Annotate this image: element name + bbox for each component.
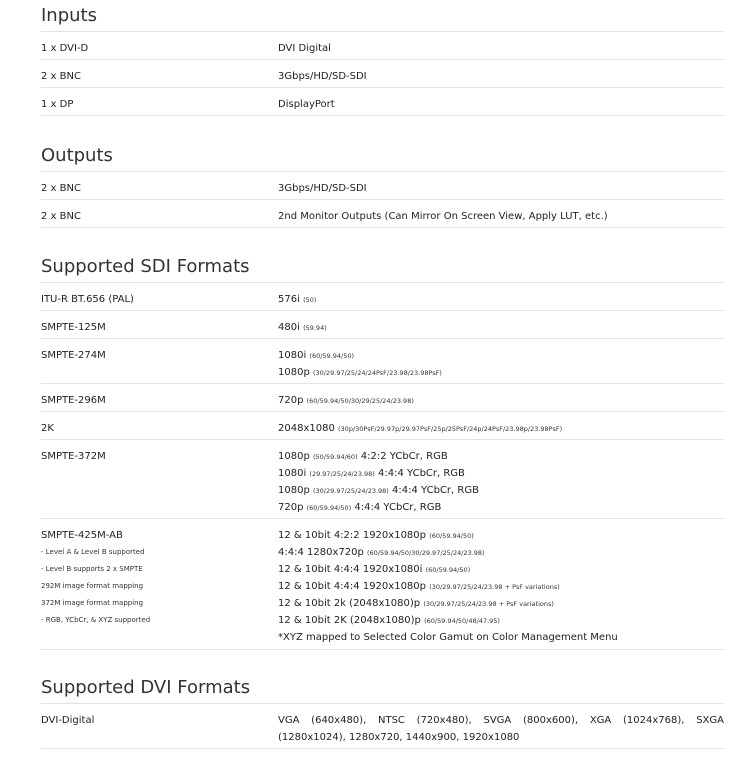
- row-value: [278, 347, 724, 381]
- inputs-heading: Inputs: [41, 4, 724, 32]
- format-line: [278, 561, 724, 578]
- format-rates: (30/29.97/25/24/23.98 + PsF variations): [429, 583, 560, 591]
- row-label: ITU-R BT.656 (PAL): [41, 294, 134, 305]
- format-rates: (60/59.94/50): [309, 352, 355, 360]
- table-row: [41, 339, 724, 384]
- row-note: - Level A & Level B supported: [41, 548, 145, 556]
- format-sampling: 4:2:2 YCbCr, RGB: [360, 451, 448, 462]
- format-sampling: 4:4:4 YCbCr, RGB: [378, 468, 465, 479]
- row-label: [41, 527, 271, 629]
- table-row: [41, 172, 724, 200]
- format-main: 12 & 10bit 4:4:4 1920x1080p: [278, 581, 426, 592]
- row-value: DisplayPort: [278, 99, 335, 110]
- table-row: [41, 283, 724, 311]
- format-main: 12 & 10bit 2K (2048x1080)p: [278, 615, 421, 626]
- format-line: [278, 499, 724, 516]
- format-main: 12 & 10bit 4:4:4 1920x1080i: [278, 564, 423, 575]
- row-value: DVI Digital: [278, 43, 331, 54]
- format-rates: (60/59.94/50): [429, 532, 474, 540]
- sdi-formats-section: [41, 255, 724, 650]
- format-main: 12 & 10bit 4:2:2 1920x1080p: [278, 530, 426, 541]
- format-rates: (60/59.94/50): [306, 504, 352, 512]
- row-value: 3Gbps/HD/SD-SDI: [278, 183, 367, 194]
- format-rates: (30p/30PsF/29.97p/29.97PsF/25p/25PsF/24p/24PsF/23.98p/23.98PsF): [338, 425, 563, 433]
- format-main: 2048x1080: [278, 423, 335, 434]
- format-rates: (60/59.94/50/30/29/25/24/23.98): [306, 397, 414, 405]
- format-main: 720p: [278, 502, 304, 513]
- format-main: 1080i: [278, 468, 307, 479]
- table-row: [41, 412, 724, 440]
- format-main: 480i: [278, 322, 300, 333]
- row-note: 372M image format mapping: [41, 599, 144, 607]
- format-sampling: 4:4:4 YCbCr, RGB: [392, 485, 479, 496]
- row-value: [278, 420, 724, 438]
- table-row: [41, 704, 724, 749]
- row-note: - Level B supports 2 x SMPTE: [41, 565, 143, 573]
- inputs-section: [41, 4, 724, 116]
- format-main: 720p: [278, 395, 304, 406]
- row-value: [278, 392, 724, 410]
- format-main: 1080p: [278, 485, 310, 496]
- table-row: [41, 440, 724, 519]
- table-row: [41, 519, 724, 650]
- outputs-heading: Outputs: [41, 144, 724, 172]
- outputs-section: [41, 144, 724, 228]
- dvi-formats-heading: Supported DVI Formats: [41, 676, 724, 704]
- row-label: 2 x BNC: [41, 71, 81, 82]
- row-label: 2 x BNC: [41, 183, 81, 194]
- row-label: SMPTE-372M: [41, 451, 106, 462]
- sdi-formats-heading: Supported SDI Formats: [41, 255, 724, 283]
- format-main: 1080p: [278, 367, 310, 378]
- row-value: 2nd Monitor Outputs (Can Mirror On Screen View, Apply LUT, etc.): [278, 211, 608, 222]
- table-row: [41, 200, 724, 228]
- format-line: [278, 527, 724, 544]
- format-rates: (30/29.97/25/24/24PsF/23.98/23.98PsF): [312, 369, 442, 377]
- table-row: [41, 384, 724, 412]
- table-row: [41, 32, 724, 60]
- table-row: [41, 60, 724, 88]
- format-sampling: 4:4:4 YCbCr, RGB: [354, 502, 442, 513]
- row-label: SMPTE-125M: [41, 322, 106, 333]
- row-value: 3Gbps/HD/SD-SDI: [278, 71, 367, 82]
- format-rates: (50/59.94/60): [312, 453, 358, 461]
- format-rates: (30/29.97/25/24/23.98 + PsF variations): [423, 600, 554, 608]
- row-label: SMPTE-274M: [41, 350, 106, 361]
- row-label: 2K: [41, 423, 54, 434]
- format-main: 1080p: [278, 451, 310, 462]
- format-rates: (60/59.94/50/48/47.95): [424, 617, 500, 625]
- row-label: 1 x DVI-D: [41, 43, 89, 54]
- format-note: *XYZ mapped to Selected Color Gamut on Color Management Menu: [278, 632, 618, 643]
- row-value: [278, 448, 724, 516]
- row-label: DVI-Digital: [41, 715, 95, 726]
- format-line: [278, 364, 724, 381]
- format-line: [278, 448, 724, 465]
- format-rates: (50): [303, 296, 317, 304]
- format-rates: (30/29.97/25/24/23.98): [312, 487, 389, 495]
- row-value: [278, 527, 724, 646]
- format-main: 4:4:4 1280x720p: [278, 547, 364, 558]
- format-main: 576i: [278, 294, 300, 305]
- format-main: 12 & 10bit 2k (2048x1080)p: [278, 598, 421, 609]
- row-label: 2 x BNC: [41, 211, 81, 222]
- format-line: [278, 482, 724, 499]
- format-rates: (59.94): [303, 324, 327, 332]
- format-rates: (60/59.94/50): [425, 566, 471, 574]
- row-label: 1 x DP: [41, 99, 74, 110]
- row-label-title: SMPTE-425M-AB: [41, 530, 123, 541]
- row-note: - RGB, YCbCr, & XYZ supported: [41, 616, 151, 624]
- table-row: [41, 88, 724, 116]
- format-line: [278, 465, 724, 482]
- format-line: [278, 347, 724, 364]
- row-value: [278, 291, 724, 309]
- row-note: 292M image format mapping: [41, 582, 144, 590]
- row-label: SMPTE-296M: [41, 395, 106, 406]
- dvi-formats-section: [41, 676, 724, 749]
- format-line: [278, 578, 724, 595]
- format-main: 1080i: [278, 350, 307, 361]
- format-line: [278, 544, 724, 561]
- format-rates: (60/59.94/50/30/29.97/25/24/23.98): [367, 549, 485, 557]
- row-value: [278, 319, 724, 337]
- format-line: [278, 612, 724, 629]
- format-rates: (29.97/25/24/23.98): [309, 470, 375, 478]
- table-row: [41, 311, 724, 339]
- format-line: [278, 595, 724, 612]
- row-value: VGA (640x480), NTSC (720x480), SVGA (800x600), XGA (1024x768), SXGA (1280x1024), 1280x720, 1440x900, 1920x1080: [278, 715, 724, 743]
